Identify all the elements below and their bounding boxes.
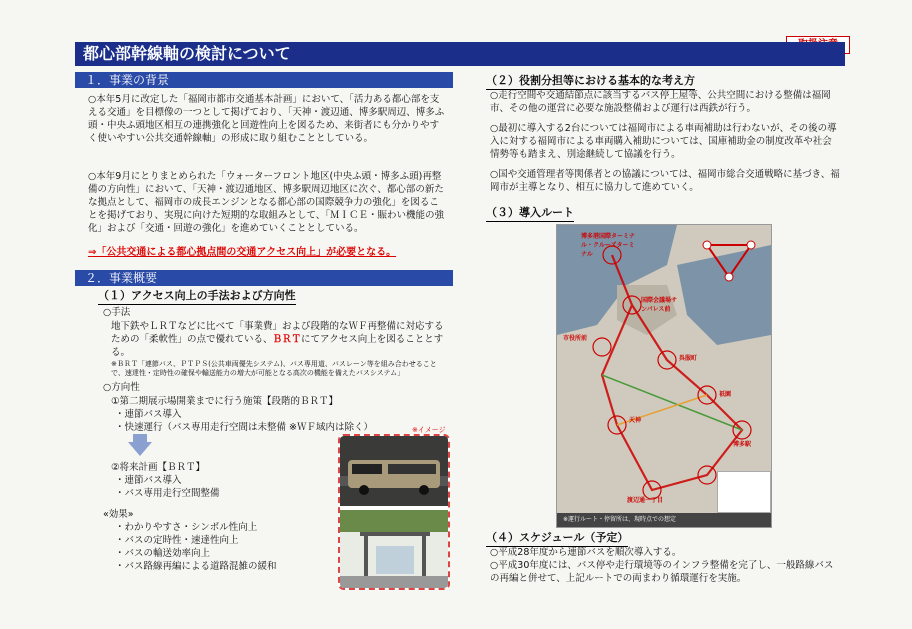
stop-label-gion: 祇園 — [719, 391, 732, 398]
section-1-heading: １．事業の背景 — [75, 72, 453, 88]
stop-label-gofuku: 呉服町 — [679, 355, 698, 362]
direction-1-item-b: ・快速運行（バス専用走行空間は未整備 ※ＷＦ域内は除く） — [115, 422, 373, 433]
role-paragraph-1: ○走行空間や交通結節点に該当するバス停上屋等、公共空間における整備は福岡市、その他の運営に必要な施設整備および運行は西鉄が行う。 — [490, 90, 831, 114]
direction-2-item-b: ・バス専用走行空間整備 — [115, 488, 220, 499]
stop-label-tenjin: 天神 — [629, 417, 642, 424]
route-map — [556, 224, 772, 528]
image-note: ※イメージ — [412, 426, 446, 434]
direction-2-title: ②将来計画【ＢＲＴ】 — [111, 462, 206, 473]
stop-label-city-hall: 市役所前 — [563, 335, 588, 342]
stop-label-sunpalace: 国際会議場サンパレス前 — [641, 297, 678, 313]
direction-2-item-a: ・連節バス導入 — [115, 475, 182, 486]
brt-image-frame — [338, 434, 450, 590]
role-paragraph-2: ○最初に導入する2台については福岡市による車両補助は行わないが、その後の導入に対する福岡市による車両購入補助については、国庫補助金の制度改革や社会情勢等も踏まえ、別途継続して協議を行う。 — [490, 123, 837, 160]
subsection-4-heading: （４）スケジュール（予定） — [486, 531, 628, 547]
method-brt: ＢＲＴ — [272, 334, 302, 345]
section-1-paragraph-2: ○本年9月にとりまとめられた「ウォーターフロント地区(中央ふ頭・博多ふ頭)再整備の方向性」において、「天神・渡辺通地区、博多駅周辺地区に次ぐ、都心部の新たな拠点として、福岡市の成長エンジンとなる都心部の国際競争力の強化」を図ることを掲げており、実現に向けた短期的な取組みとして、「ＭＩＣＥ・賑わい機能の強化」および「交通・回遊の強化」を進めていくこととしている。 — [88, 171, 445, 234]
section-1-conclusion: ⇒「公共交通による都心拠点間の交通アクセス向上」が必要となる。 — [88, 247, 397, 258]
section-1-paragraph-1: ○本年5月に改定した「福岡市都市交通基本計画」において、「活力ある都心部を支える交通」を目標像の一つとして掲げており、「天神・渡辺通、博多駅周辺、博多ふ頭・中央ふ頭地区相互の連携強化と回遊性向上を図るため、来街者にも分かりやすく使いやすい公共交通幹線軸」の形成に取り組むこととしている。 — [88, 94, 445, 144]
effect-item-3: ・バスの輸送効率向上 — [115, 548, 211, 559]
effect-item-4: ・バス路線再編による道路混雑の緩和 — [115, 561, 277, 572]
direction-1-item-a: ・連節バス導入 — [115, 409, 182, 420]
direction-1-title: ①第二期展示場開業までに行う施策【段階的ＢＲＴ】 — [111, 396, 339, 407]
down-arrow-icon — [128, 442, 152, 456]
direction-label: ○方向性 — [103, 382, 140, 393]
effect-item-1: ・わかりやすさ・シンボル性向上 — [115, 522, 258, 533]
page-title: 都心部幹線軸の検討について — [75, 42, 845, 66]
map-legend — [717, 471, 771, 513]
role-paragraph-3: ○国や交通管理者等関係者との協議については、福岡市総合交通戦略に基づき、福岡市が主導となり、相互に協力して進めていく。 — [490, 169, 840, 193]
map-note: ※運行ルート・停留所は、現時点での想定 — [557, 513, 771, 527]
stop-label-watanabe: 渡辺通一丁目 — [627, 497, 664, 504]
method-note: ※ＢＲＴ「連節バス、ＰＴＰＳ(公共車両優先システム)、バス専用道、バスレーン等を組み合わせることで、速達性・定時性の確保や輸送能力の増大が可能となる高次の機能を備えたバスシステム」 — [111, 360, 437, 377]
method-text-b: にてアクセス向上を図ることとする。 — [111, 334, 444, 358]
brt-bus-photo-icon — [340, 436, 448, 588]
method-text — [111, 320, 446, 359]
method-label: ○手法 — [103, 307, 131, 318]
effect-item-2: ・バスの定時性・速達性向上 — [115, 535, 239, 546]
method-text-a: 地下鉄やＬＲＴなどに比べて「事業費」および段階的なＷＦ再整備に対応するための「柔軟性」の点で優れている、 — [111, 321, 444, 345]
schedule-item-1: ○平成28年度から連節バスを順次導入する。 — [490, 547, 682, 558]
stop-label-hakata: 博多駅 — [733, 441, 752, 448]
stop-label-terminal: 博多港国際ターミナル・クルーズターミナル — [581, 233, 636, 258]
subsection-1-heading: （１）アクセス向上の手法および方向性 — [98, 289, 296, 305]
schedule-item-2: ○平成30年度には、バス停や走行環境等のインフラ整備を完了し、一般路線バスの再編と併せて、上記ルートでの両まわり循環運行を実施。 — [490, 560, 834, 584]
subsection-2-heading: （２）役割分担等における基本的な考え方 — [486, 74, 695, 90]
section-2-heading: ２．事業概要 — [75, 270, 453, 286]
effect-label: «効果» — [103, 509, 134, 520]
subsection-3-heading: （３）導入ルート — [486, 206, 574, 222]
